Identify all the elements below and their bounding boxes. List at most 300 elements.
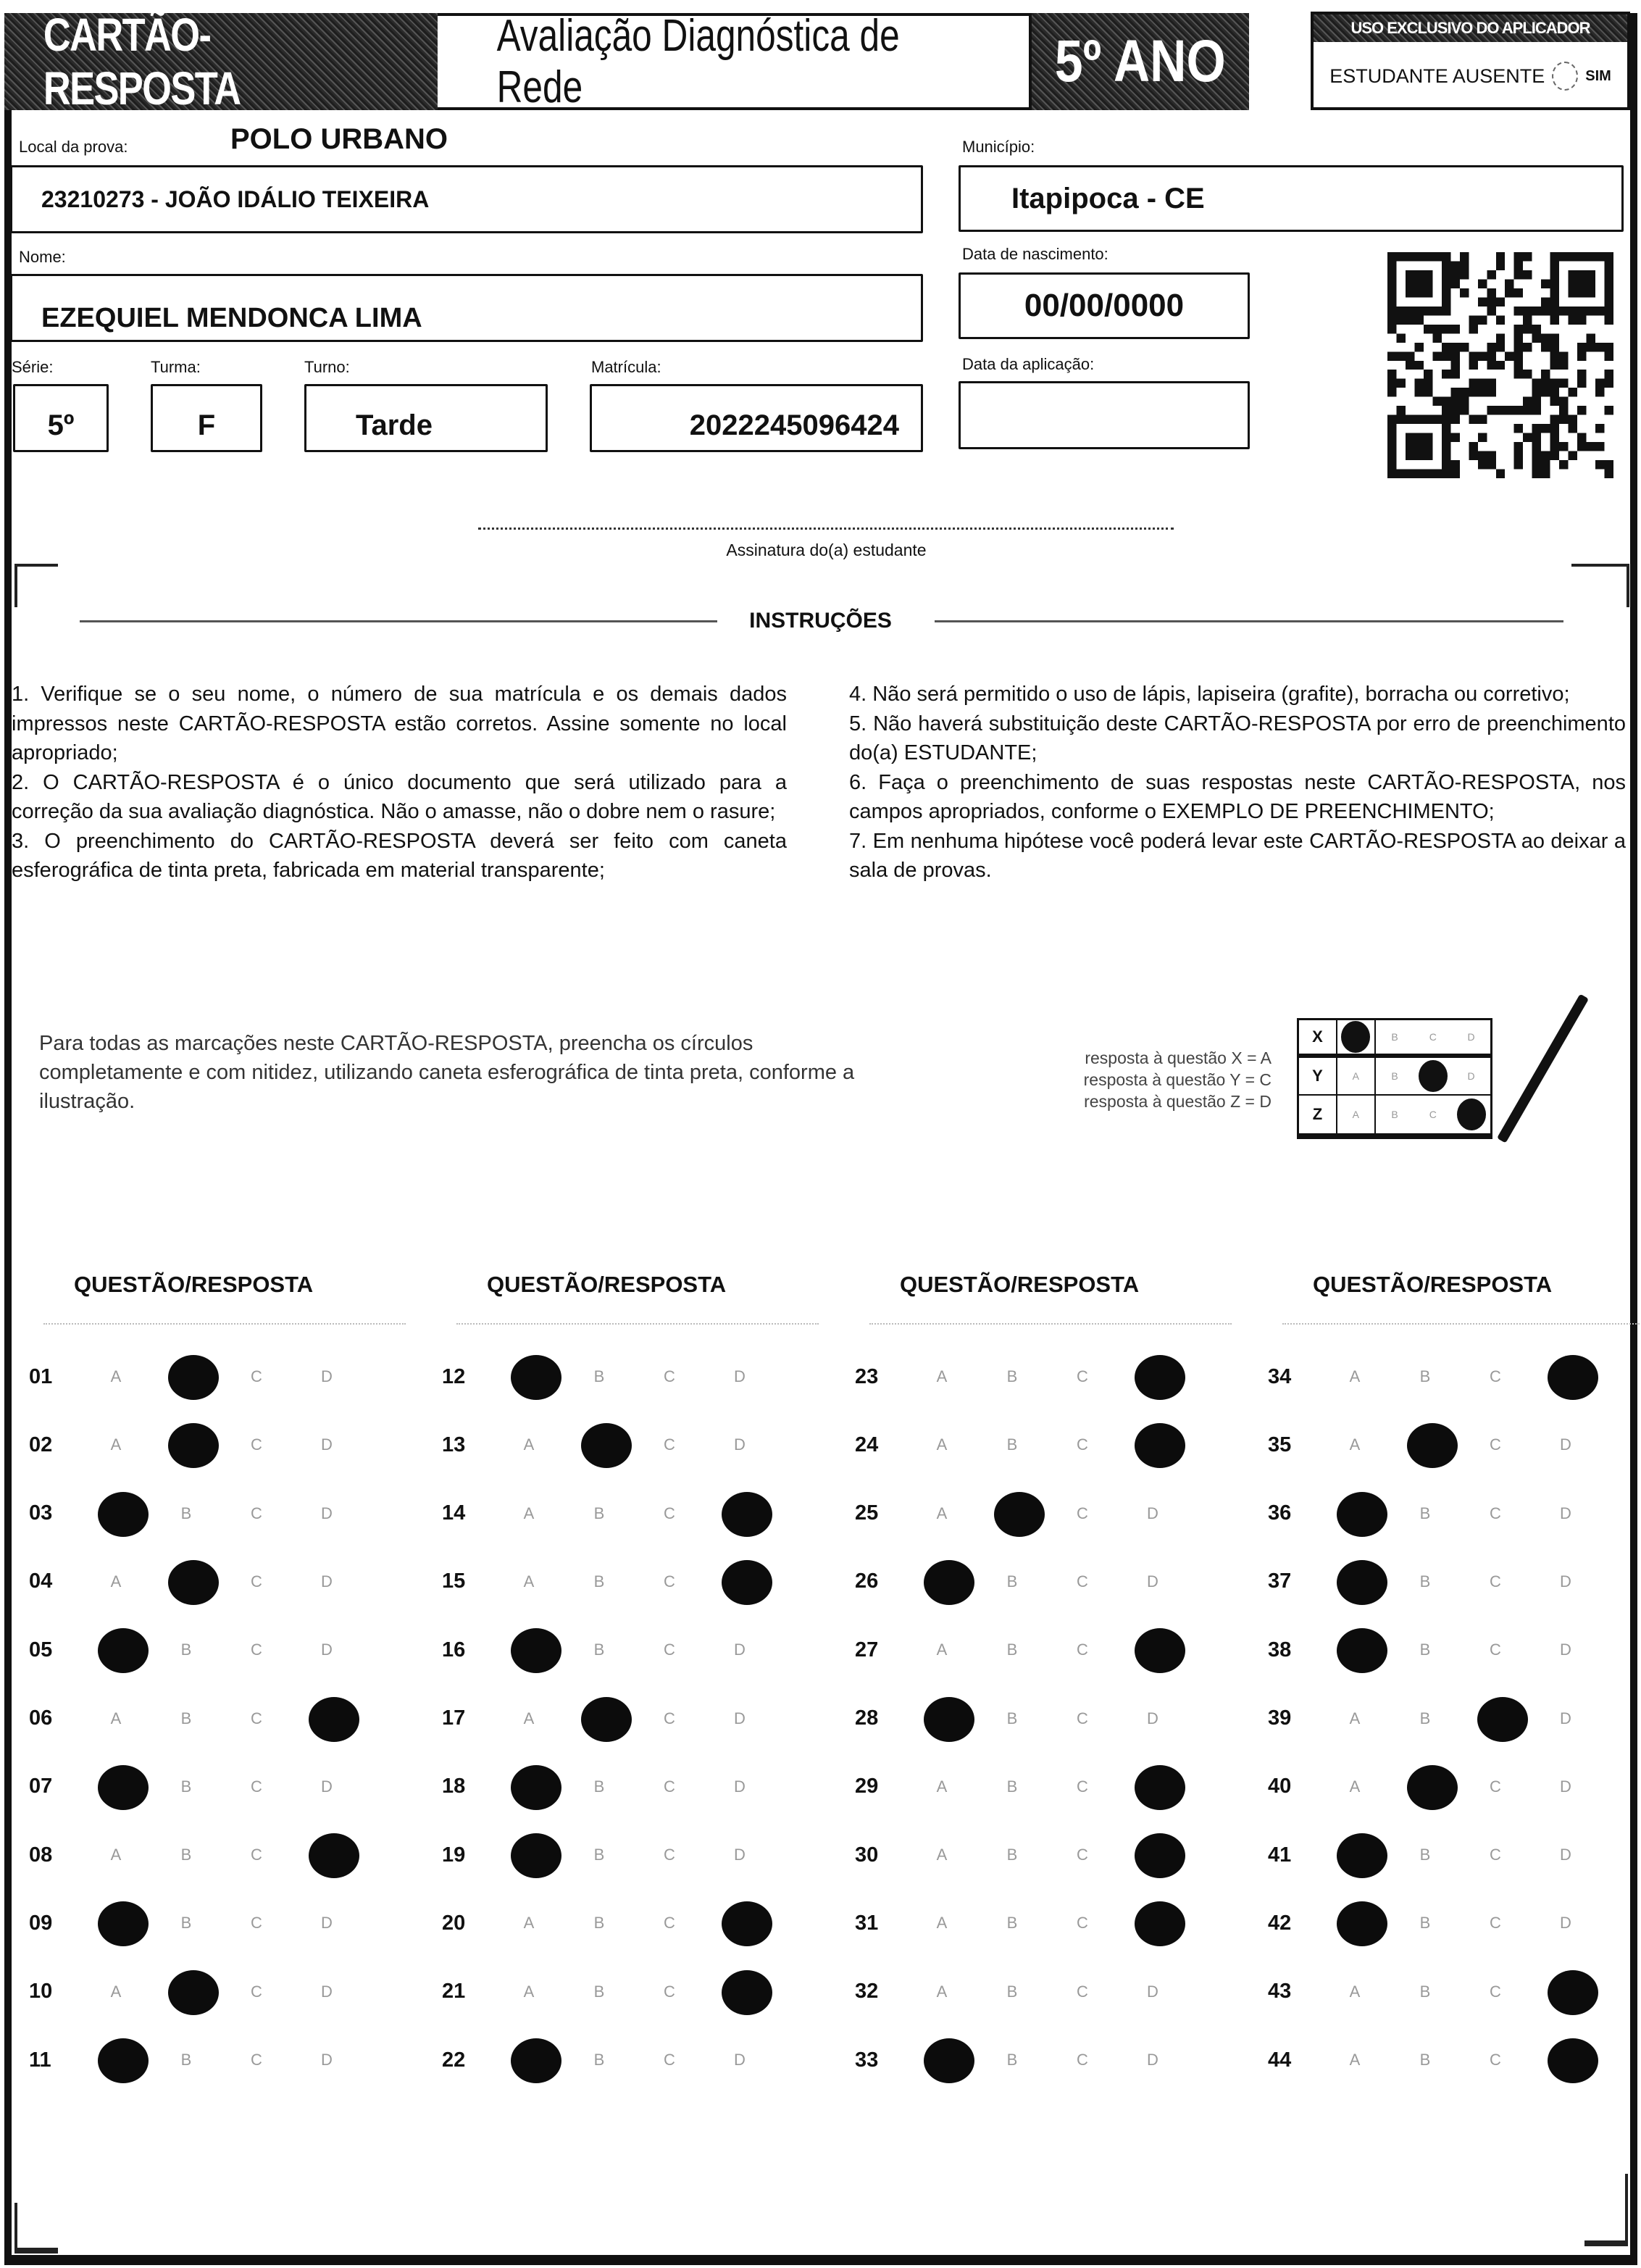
question-number: 22 — [442, 2048, 466, 2072]
answer-bubble-d[interactable] — [1131, 1423, 1201, 1467]
answer-bubble-d[interactable] — [1131, 1492, 1201, 1535]
answer-bubble-b[interactable] — [1403, 1492, 1474, 1535]
answer-bubble-a[interactable] — [920, 2038, 990, 2082]
example-question-label: Y — [1299, 1058, 1337, 1094]
qr-module — [1406, 270, 1414, 279]
filled-bubble — [511, 1628, 561, 1673]
answer-bubble-d[interactable] — [305, 1697, 375, 1740]
grade-badge-text: 5º ANO — [1055, 28, 1226, 94]
answer-bubble-a[interactable] — [94, 1355, 164, 1398]
qr-module — [1406, 433, 1414, 442]
answer-bubble-a[interactable] — [94, 2038, 164, 2082]
answer-bubble-b[interactable] — [1403, 1697, 1474, 1740]
option-letter: A — [110, 1572, 122, 1590]
answer-bubble-a[interactable] — [920, 1901, 990, 1945]
qr-module — [1406, 470, 1414, 478]
answer-bubble-a[interactable] — [507, 2038, 577, 2082]
qr-module — [1587, 307, 1595, 315]
answer-bubble-a[interactable] — [1333, 1901, 1403, 1945]
answer-bubble-c[interactable] — [1474, 1697, 1544, 1740]
answer-bubble-d[interactable] — [1131, 1970, 1201, 2014]
answer-bubble-a[interactable] — [1333, 1492, 1403, 1535]
answer-bubble-c[interactable] — [235, 1970, 305, 2014]
qr-module — [1414, 361, 1423, 370]
answer-bubble-c[interactable] — [1474, 1628, 1544, 1672]
qr-module — [1396, 415, 1405, 424]
answer-bubble-c[interactable] — [1474, 1560, 1544, 1604]
qr-module — [1532, 325, 1541, 333]
option-letter: A — [1349, 1777, 1361, 1796]
qr-module — [1414, 343, 1423, 351]
registration-mark-bottom-left — [14, 2203, 58, 2254]
answer-bubble-a[interactable] — [507, 1423, 577, 1467]
answer-bubble-a[interactable] — [920, 1560, 990, 1604]
answer-bubble-c[interactable] — [235, 1697, 305, 1740]
answer-bubble-a[interactable] — [1333, 1423, 1403, 1467]
answer-bubble-c[interactable] — [648, 1765, 718, 1809]
answer-bubble-b[interactable] — [1403, 2038, 1474, 2082]
answer-bubble-c[interactable] — [235, 1492, 305, 1535]
qr-module — [1523, 252, 1532, 261]
option-letter: D — [734, 1367, 746, 1385]
qr-module — [1559, 415, 1568, 424]
answer-bubble-d[interactable] — [718, 1423, 788, 1467]
qr-module — [1569, 288, 1577, 297]
registration-mark-top-left — [14, 564, 58, 607]
qr-module — [1559, 460, 1568, 469]
answer-bubble-b[interactable] — [577, 1492, 648, 1535]
answer-bubble-c[interactable] — [1474, 1492, 1544, 1535]
option-letter: C — [664, 1777, 675, 1796]
answer-bubble-d[interactable] — [305, 1628, 375, 1672]
answer-bubble-a[interactable] — [920, 1628, 990, 1672]
answer-bubble-b[interactable] — [164, 1833, 235, 1877]
answer-bubble-d[interactable] — [1544, 1765, 1614, 1809]
option-letter: B — [593, 1640, 605, 1659]
qr-module — [1450, 406, 1459, 414]
answer-bubble-c[interactable] — [648, 2038, 718, 2082]
answer-bubble-c[interactable] — [1474, 1765, 1544, 1809]
qr-module — [1414, 252, 1423, 261]
answer-bubble-d[interactable] — [305, 2038, 375, 2082]
qr-module — [1460, 261, 1469, 270]
filled-bubble — [168, 1355, 219, 1400]
answer-bubble-d[interactable] — [305, 1423, 375, 1467]
answer-bubble-c[interactable] — [1474, 1901, 1544, 1945]
answer-bubble-d[interactable] — [718, 1355, 788, 1398]
option-letter: A — [523, 1709, 535, 1727]
answer-bubble-d[interactable] — [1544, 1492, 1614, 1535]
answer-bubble-a[interactable] — [920, 1833, 990, 1877]
qr-module — [1532, 442, 1541, 451]
answer-bubble-a[interactable] — [920, 1697, 990, 1740]
qr-module — [1505, 406, 1513, 414]
answer-bubble-d[interactable] — [1131, 1628, 1201, 1672]
answer-bubble-c[interactable] — [235, 1901, 305, 1945]
answer-bubble-a[interactable] — [920, 1970, 990, 2014]
answer-bubble-c[interactable] — [235, 1423, 305, 1467]
question-row — [442, 1833, 788, 1877]
answer-bubble-b[interactable] — [990, 1628, 1061, 1672]
answer-bubble-a[interactable] — [920, 1765, 990, 1809]
answer-bubble-a[interactable] — [507, 1628, 577, 1672]
answer-bubble-d[interactable] — [1131, 1901, 1201, 1945]
answer-bubble-a[interactable] — [507, 1560, 577, 1604]
answer-bubble-d[interactable] — [1544, 2038, 1614, 2082]
qr-module — [1541, 333, 1550, 342]
question-number: 04 — [29, 1569, 53, 1593]
qr-module — [1605, 261, 1613, 270]
answer-bubble-c[interactable] — [1061, 1628, 1131, 1672]
answer-bubble-d[interactable] — [305, 1901, 375, 1945]
answer-bubble-c[interactable] — [235, 1628, 305, 1672]
example-option-a: A — [1337, 1096, 1376, 1133]
option-letter: C — [251, 1777, 262, 1796]
qr-module — [1450, 325, 1459, 333]
answer-bubble-b[interactable] — [577, 1423, 648, 1467]
answer-bubble-b[interactable] — [164, 1355, 235, 1398]
option-letter: C — [1077, 1709, 1088, 1727]
qr-module — [1541, 379, 1550, 388]
option-letter: A — [936, 1982, 948, 2001]
example-option-b: B — [1391, 1109, 1398, 1120]
answer-bubble-b[interactable] — [577, 2038, 648, 2082]
answer-bubble-b[interactable] — [990, 1492, 1061, 1535]
qr-module — [1550, 433, 1559, 442]
answer-bubble-c[interactable] — [235, 1355, 305, 1398]
answer-bubble-c[interactable] — [1061, 1423, 1131, 1467]
answer-bubble-c[interactable] — [648, 1628, 718, 1672]
option-letter: C — [1490, 1640, 1501, 1659]
qr-module — [1387, 270, 1396, 279]
answer-bubble-a[interactable] — [1333, 1970, 1403, 2014]
question-row — [855, 1355, 1201, 1398]
answer-bubble-d[interactable] — [718, 1970, 788, 2014]
answer-bubble-a[interactable] — [507, 1833, 577, 1877]
qr-module — [1487, 270, 1495, 279]
applicator-box — [1311, 12, 1630, 110]
answer-bubble-a[interactable] — [1333, 1765, 1403, 1809]
qr-module — [1541, 279, 1550, 288]
option-letter: C — [1490, 1777, 1501, 1796]
answer-bubble-d[interactable] — [1544, 1970, 1614, 2014]
option-letter: C — [251, 1504, 262, 1522]
qr-module — [1406, 442, 1414, 451]
option-letter: A — [936, 1777, 948, 1796]
qr-module — [1424, 279, 1432, 288]
answer-bubble-d[interactable] — [305, 1355, 375, 1398]
filled-bubble — [511, 1833, 561, 1878]
answer-bubble-c[interactable] — [648, 1901, 718, 1945]
answer-bubble-c[interactable] — [1061, 1355, 1131, 1398]
answer-bubble-b[interactable] — [164, 1492, 235, 1535]
answer-bubble-c[interactable] — [1474, 1970, 1544, 2014]
qr-module — [1550, 279, 1559, 288]
option-letter: B — [1419, 1367, 1431, 1385]
question-number: 25 — [855, 1501, 879, 1525]
answer-bubble-d[interactable] — [1131, 1765, 1201, 1809]
answer-bubble-a[interactable] — [1333, 2038, 1403, 2082]
answer-bubble-c[interactable] — [648, 1560, 718, 1604]
answer-bubble-c[interactable] — [1061, 1765, 1131, 1809]
answer-bubble-b[interactable] — [990, 1697, 1061, 1740]
option-letter: B — [593, 1777, 605, 1796]
answer-bubble-b[interactable] — [577, 1697, 648, 1740]
answer-bubble-a[interactable] — [507, 1901, 577, 1945]
answer-bubble-b[interactable] — [1403, 1970, 1474, 2014]
option-letter: C — [664, 1982, 675, 2001]
answer-bubble-d[interactable] — [305, 1765, 375, 1809]
qr-module — [1478, 297, 1487, 306]
qr-module — [1487, 379, 1495, 388]
answer-bubble-a[interactable] — [94, 1970, 164, 2014]
qr-module — [1487, 297, 1495, 306]
answer-bubble-d[interactable] — [305, 1560, 375, 1604]
answer-bubble-c[interactable] — [1061, 1492, 1131, 1535]
answer-bubble-c[interactable] — [235, 1765, 305, 1809]
answer-bubble-a[interactable] — [507, 1970, 577, 2014]
qr-module — [1469, 351, 1477, 360]
answer-bubble-a[interactable] — [1333, 1833, 1403, 1877]
answer-bubble-d[interactable] — [718, 1628, 788, 1672]
question-number: 12 — [442, 1364, 466, 1388]
answer-bubble-a[interactable] — [920, 1423, 990, 1467]
answer-bubble-d[interactable] — [305, 1492, 375, 1535]
option-letter: B — [180, 1504, 192, 1522]
answer-bubble-c[interactable] — [1474, 1423, 1544, 1467]
answer-bubble-c[interactable] — [1061, 1901, 1131, 1945]
answer-bubble-d[interactable] — [1131, 1697, 1201, 1740]
answer-bubble-a[interactable] — [94, 1628, 164, 1672]
answer-bubble-b[interactable] — [1403, 1901, 1474, 1945]
qr-module — [1432, 325, 1441, 333]
answer-bubble-a[interactable] — [507, 1765, 577, 1809]
filled-bubble — [1407, 1423, 1458, 1468]
answer-bubble-c[interactable] — [1061, 1697, 1131, 1740]
qr-module — [1432, 252, 1441, 261]
answer-bubble-c[interactable] — [1061, 2038, 1131, 2082]
filled-bubble — [994, 1492, 1045, 1537]
option-letter: D — [734, 1846, 746, 1864]
answer-bubble-c[interactable] — [648, 1355, 718, 1398]
answer-bubble-c[interactable] — [648, 1492, 718, 1535]
option-letter: C — [1490, 1914, 1501, 1933]
qr-module — [1541, 424, 1550, 433]
example-legend-item: resposta à questão Z = D — [1084, 1092, 1272, 1111]
option-letter: B — [593, 1572, 605, 1590]
answer-bubble-d[interactable] — [718, 1833, 788, 1877]
answer-bubble-b[interactable] — [577, 1765, 648, 1809]
answer-bubble-c[interactable] — [648, 1833, 718, 1877]
nome-field — [10, 274, 923, 342]
answer-bubble-c[interactable] — [235, 1833, 305, 1877]
filled-bubble — [924, 2038, 974, 2083]
question-number: 40 — [1268, 1775, 1292, 1798]
qr-module — [1605, 288, 1613, 297]
answer-bubble-b[interactable] — [577, 1628, 648, 1672]
question-number: 23 — [855, 1364, 879, 1388]
answer-bubble-d[interactable] — [718, 1560, 788, 1604]
answer-bubble-b[interactable] — [164, 1901, 235, 1945]
option-letter: C — [251, 1572, 262, 1590]
qr-module — [1541, 370, 1550, 378]
option-letter: B — [180, 1914, 192, 1933]
answer-bubble-d[interactable] — [1544, 1901, 1614, 1945]
answer-bubble-d[interactable] — [1544, 1355, 1614, 1398]
qr-module — [1595, 252, 1604, 261]
answer-bubble-a[interactable] — [1333, 1697, 1403, 1740]
exam-title — [438, 13, 1032, 110]
qr-module — [1605, 279, 1613, 288]
answer-bubble-d[interactable] — [305, 1833, 375, 1877]
answer-bubble-c[interactable] — [1061, 1560, 1131, 1604]
qr-module — [1442, 451, 1450, 460]
answer-bubble-b[interactable] — [990, 1970, 1061, 2014]
qr-module — [1487, 288, 1495, 297]
answer-bubble-c[interactable] — [1061, 1970, 1131, 2014]
option-letter: D — [321, 1982, 333, 2001]
qr-module — [1605, 370, 1613, 378]
answer-bubble-a[interactable] — [94, 1423, 164, 1467]
qr-module — [1424, 325, 1432, 333]
answer-bubble-a[interactable] — [507, 1355, 577, 1398]
answer-bubble-d[interactable] — [718, 2038, 788, 2082]
answer-bubble-d[interactable] — [718, 1901, 788, 1945]
answer-bubble-b[interactable] — [1403, 1560, 1474, 1604]
qr-module — [1559, 351, 1568, 360]
answer-bubble-a[interactable] — [920, 1355, 990, 1398]
answer-bubble-b[interactable] — [990, 1560, 1061, 1604]
answer-bubble-a[interactable] — [507, 1697, 577, 1740]
option-letter: B — [593, 1504, 605, 1522]
question-row — [29, 1833, 375, 1877]
qr-module — [1387, 370, 1396, 378]
qr-module — [1550, 261, 1559, 270]
answer-bubble-c[interactable] — [1061, 1833, 1131, 1877]
qr-module — [1496, 252, 1505, 261]
answer-bubble-c[interactable] — [1474, 1833, 1544, 1877]
qr-module — [1442, 261, 1450, 270]
answer-bubble-d[interactable] — [718, 1492, 788, 1535]
answer-bubble-d[interactable] — [1131, 1560, 1201, 1604]
question-row — [29, 1765, 375, 1809]
answer-bubble-b[interactable] — [990, 2038, 1061, 2082]
answer-bubble-d[interactable] — [718, 1697, 788, 1740]
answer-bubble-b[interactable] — [1403, 1423, 1474, 1467]
answer-bubble-c[interactable] — [235, 1560, 305, 1604]
answer-bubble-d[interactable] — [1544, 1833, 1614, 1877]
answer-bubble-b[interactable] — [164, 1628, 235, 1672]
answer-bubble-a[interactable] — [94, 1833, 164, 1877]
qr-module — [1587, 333, 1595, 342]
answer-bubble-c[interactable] — [648, 1970, 718, 2014]
qr-module — [1514, 288, 1523, 297]
answer-bubble-a[interactable] — [94, 1901, 164, 1945]
answer-bubble-b[interactable] — [577, 1901, 648, 1945]
answer-bubble-d[interactable] — [1131, 2038, 1201, 2082]
qr-module — [1442, 460, 1450, 469]
answer-bubble-c[interactable] — [648, 1423, 718, 1467]
answer-bubble-a[interactable] — [94, 1697, 164, 1740]
option-letter: A — [523, 1914, 535, 1933]
answer-bubble-b[interactable] — [164, 1697, 235, 1740]
answer-bubble-a[interactable] — [1333, 1628, 1403, 1672]
answer-bubble-b[interactable] — [1403, 1765, 1474, 1809]
answer-bubble-d[interactable] — [1544, 1628, 1614, 1672]
option-letter: A — [936, 1914, 948, 1933]
answer-bubble-b[interactable] — [990, 1423, 1061, 1467]
answer-bubble-a[interactable] — [1333, 1560, 1403, 1604]
answer-bubble-d[interactable] — [1544, 1697, 1614, 1740]
qr-module — [1396, 379, 1405, 388]
answer-bubble-b[interactable] — [577, 1560, 648, 1604]
answer-bubble-a[interactable] — [920, 1492, 990, 1535]
answer-bubble-b[interactable] — [1403, 1628, 1474, 1672]
qr-module — [1496, 297, 1505, 306]
answer-bubble-d[interactable] — [1544, 1423, 1614, 1467]
qr-module — [1387, 433, 1396, 442]
answer-bubble-a[interactable] — [94, 1492, 164, 1535]
answer-bubble-b[interactable] — [1403, 1833, 1474, 1877]
answer-bubble-d[interactable] — [1131, 1355, 1201, 1398]
signature-line[interactable] — [478, 528, 1174, 530]
question-number: 37 — [1268, 1569, 1292, 1593]
answer-bubble-a[interactable] — [94, 1560, 164, 1604]
example-row — [1299, 1096, 1490, 1133]
answer-bubble-a[interactable] — [1333, 1355, 1403, 1398]
qr-module — [1487, 343, 1495, 351]
question-row — [442, 1901, 788, 1945]
answer-bubble-b[interactable] — [164, 1765, 235, 1809]
answer-bubble-c[interactable] — [235, 2038, 305, 2082]
qr-module — [1514, 325, 1523, 333]
answer-bubble-b[interactable] — [164, 1970, 235, 2014]
question-number: 39 — [1268, 1706, 1292, 1730]
answer-bubble-b[interactable] — [990, 1355, 1061, 1398]
answer-bubble-a[interactable] — [94, 1765, 164, 1809]
answer-bubble-b[interactable] — [577, 1833, 648, 1877]
answer-bubble-d[interactable] — [1131, 1833, 1201, 1877]
answer-bubble-b[interactable] — [164, 1560, 235, 1604]
answer-bubble-d[interactable] — [305, 1970, 375, 2014]
question-number: 33 — [855, 2048, 879, 2072]
question-number: 32 — [855, 1980, 879, 2004]
answer-bubble-b[interactable] — [577, 1970, 648, 2014]
example-question-label: Z — [1299, 1096, 1337, 1133]
answer-bubble-b[interactable] — [990, 1901, 1061, 1945]
qr-module — [1406, 315, 1414, 324]
answer-bubble-a[interactable] — [507, 1492, 577, 1535]
answer-bubble-c[interactable] — [1474, 2038, 1544, 2082]
question-row — [1268, 1492, 1614, 1535]
option-letter: B — [1419, 1914, 1431, 1933]
answer-bubble-c[interactable] — [648, 1697, 718, 1740]
option-letter: D — [1560, 1504, 1571, 1522]
turno-label: Turno: — [304, 358, 350, 376]
answer-bubble-b[interactable] — [164, 1423, 235, 1467]
answer-bubble-d[interactable] — [718, 1765, 788, 1809]
answer-bubble-b[interactable] — [1403, 1355, 1474, 1398]
option-letter: D — [734, 1435, 746, 1454]
answer-bubble-d[interactable] — [1544, 1560, 1614, 1604]
answer-bubble-b[interactable] — [990, 1833, 1061, 1877]
option-letter: B — [180, 1640, 192, 1659]
absent-bubble[interactable] — [1552, 62, 1578, 91]
answer-bubble-b[interactable] — [577, 1355, 648, 1398]
answer-bubble-b[interactable] — [164, 2038, 235, 2082]
answer-bubble-b[interactable] — [990, 1765, 1061, 1809]
answer-bubble-c[interactable] — [1474, 1355, 1544, 1398]
